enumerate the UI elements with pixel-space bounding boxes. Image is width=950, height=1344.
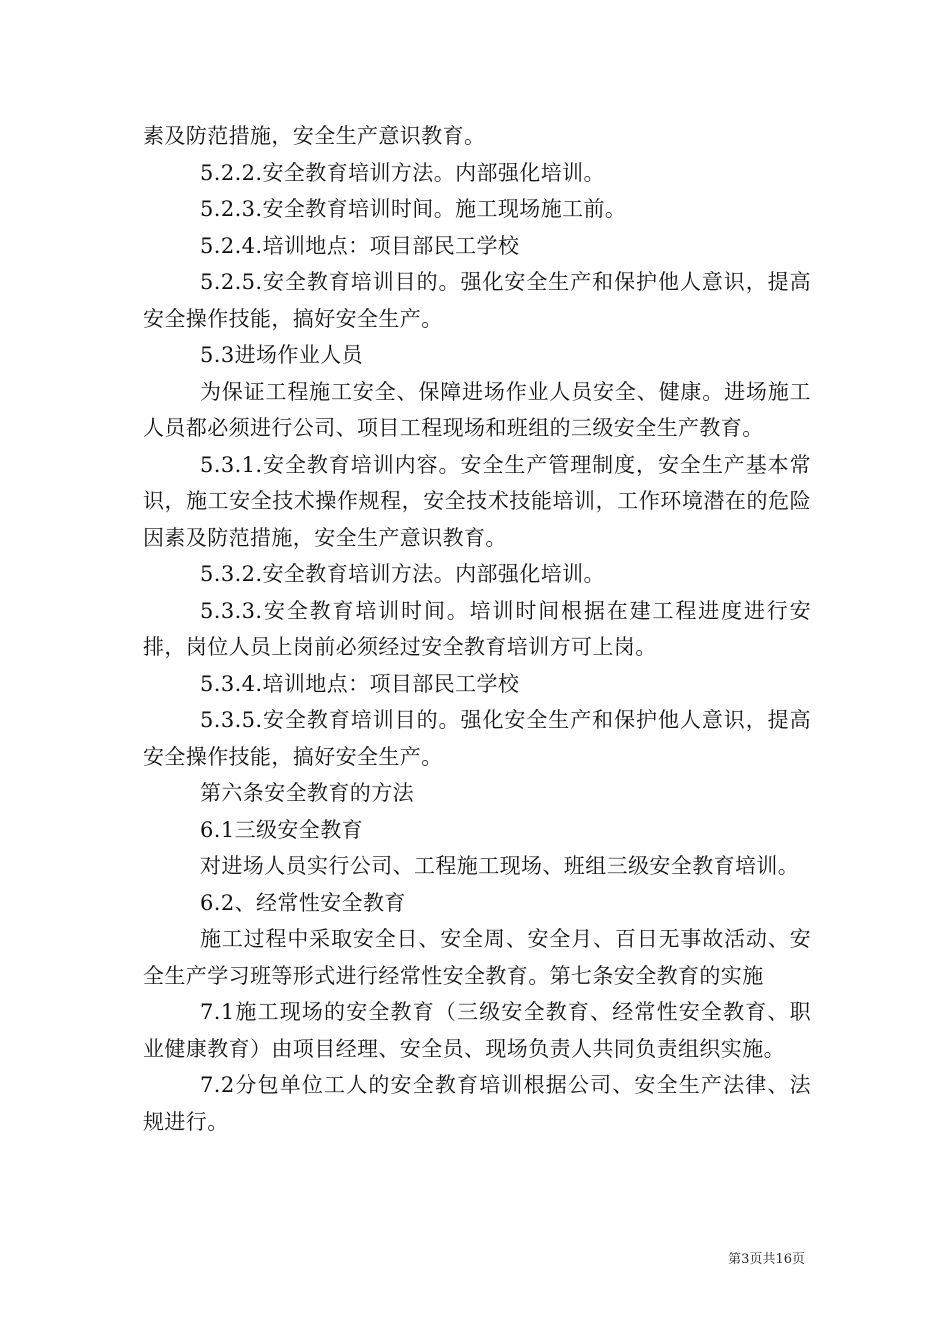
document-body <box>143 118 811 1140</box>
paragraph: 7.2分包单位工人的安全教育培训根据公司、安全生产法律、法规进行。 <box>143 1073 811 1134</box>
paragraph: 5.2.3.安全教育培训时间。施工现场施工前。 <box>200 197 627 221</box>
page-number-text: 第3页共16页 <box>728 1252 805 1267</box>
paragraph: 5.3.1.安全教育培训内容。安全生产管理制度，安全生产基本常识，施工安全技术操作规程，安全技术技能培训，工作环境潜在的危险因素及防范措施，安全生产意识教育。 <box>143 452 811 550</box>
paragraph: 素及防范措施，安全生产意识教育。 <box>143 124 486 148</box>
paragraph: 第六条安全教育的方法 <box>200 781 414 805</box>
paragraph: 对进场人员实行公司、工程施工现场、班组三级安全教育培训。 <box>200 854 800 878</box>
page-number-footer <box>0 1248 950 1267</box>
paragraph: 6.2、经常性安全教育 <box>200 890 406 915</box>
paragraph: 5.3.2.安全教育培训方法。内部强化培训。 <box>200 562 605 586</box>
paragraph: 5.2.2.安全教育培训方法。内部强化培训。 <box>200 160 605 185</box>
paragraph: 5.3进场作业人员 <box>200 343 363 367</box>
paragraph: 5.3.4.培训地点：项目部民工学校 <box>200 671 520 696</box>
paragraph: 5.3.3.安全教育培训时间。培训时间根据在建工程进度进行安排，岗位人员上岗前必须经过安全教育培训方可上岗。 <box>143 598 811 659</box>
paragraph: 6.1三级安全教育 <box>200 817 363 842</box>
paragraph: 施工过程中采取安全日、安全周、安全月、百日无事故活动、安全生产学习班等形式进行经常性安全教育。第七条安全教育的实施 <box>143 927 811 988</box>
paragraph: 为保证工程施工安全、保障进场作业人员安全、健康。进场施工人员都必须进行公司、项目工程现场和班组的三级安全生产教育。 <box>143 379 811 440</box>
paragraph: 5.2.5.安全教育培训目的。强化安全生产和保护他人意识，提高安全操作技能，搞好安全生产。 <box>143 270 811 331</box>
paragraph: 7.1施工现场的安全教育（三级安全教育、经常性安全教育、职业健康教育）由项目经理、安全员、现场负责人共同负责组织实施。 <box>143 1000 811 1061</box>
paragraph: 5.3.5.安全教育培训目的。强化安全生产和保护他人意识，提高安全操作技能，搞好安全生产。 <box>143 708 811 769</box>
paragraph: 5.2.4.培训地点：项目部民工学校 <box>200 233 520 258</box>
